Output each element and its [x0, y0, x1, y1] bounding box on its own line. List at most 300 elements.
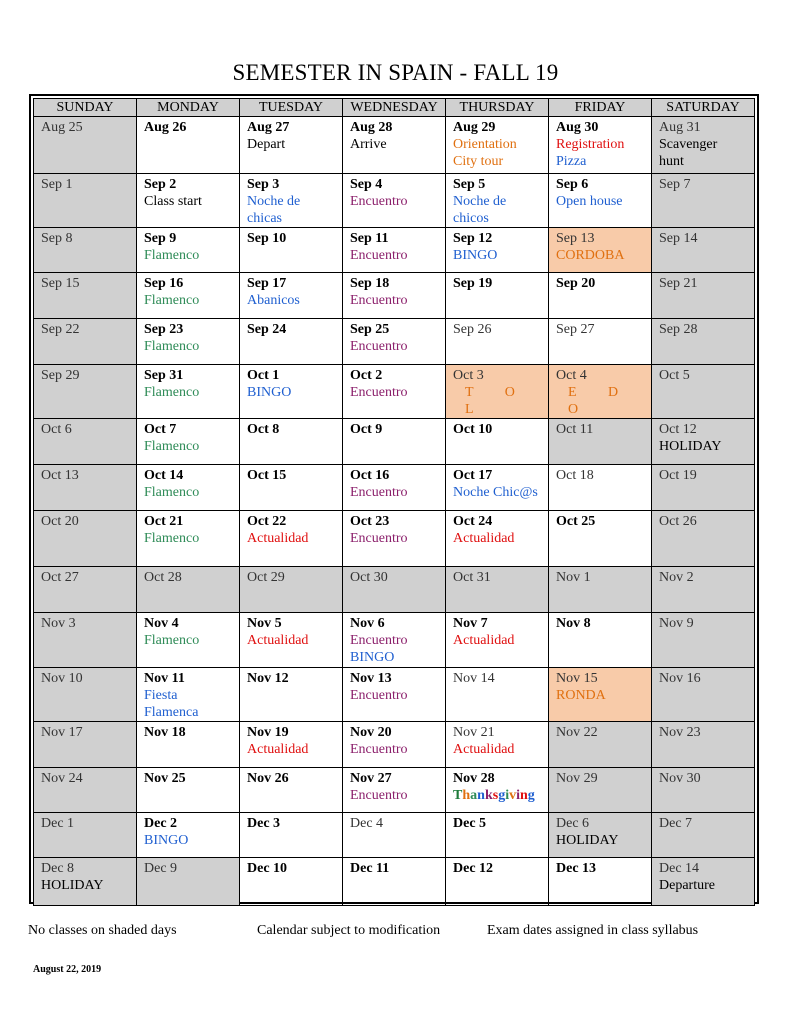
week-row — [34, 722, 755, 768]
day-date: Dec 9 — [144, 861, 178, 876]
day-date: Aug 27 — [247, 120, 290, 135]
day-cell — [34, 174, 137, 228]
day-event: Noche Chic@s — [453, 485, 538, 500]
weekday-header-thursday: THURSDAY — [446, 99, 549, 117]
day-date: Sep 22 — [41, 322, 80, 337]
day-date: Dec 6 — [556, 816, 590, 831]
day-cell — [240, 117, 343, 174]
day-event: Pizza — [556, 154, 587, 169]
day-cell — [240, 511, 343, 567]
day-date: Oct 31 — [453, 570, 491, 585]
calendar-body — [34, 117, 755, 906]
day-date: Sep 16 — [144, 276, 184, 291]
day-cell — [652, 174, 755, 228]
week-row — [34, 365, 755, 419]
day-event: Encuentro — [350, 339, 408, 354]
day-date: Nov 13 — [350, 671, 392, 686]
day-date: Nov 25 — [144, 771, 186, 786]
day-cell — [549, 117, 652, 174]
day-event: Encuentro — [350, 742, 408, 757]
day-cell — [549, 567, 652, 613]
day-date: Nov 9 — [659, 616, 694, 631]
day-date: Nov 18 — [144, 725, 186, 740]
day-event: chicas — [247, 211, 282, 226]
day-cell — [343, 511, 446, 567]
day-cell — [137, 228, 240, 273]
event-letter: g — [498, 788, 506, 803]
day-cell — [137, 465, 240, 511]
day-cell — [34, 228, 137, 273]
day-cell — [549, 511, 652, 567]
day-date: Sep 3 — [247, 177, 280, 192]
day-cell — [137, 567, 240, 613]
day-date: Oct 6 — [41, 422, 72, 437]
weekday-header-monday: MONDAY — [137, 99, 240, 117]
day-cell — [446, 768, 549, 813]
day-cell — [446, 419, 549, 465]
day-date: Oct 12 — [659, 422, 697, 437]
day-event: HOLIDAY — [659, 439, 722, 454]
day-date: Oct 26 — [659, 514, 697, 529]
weekday-header-row — [34, 99, 755, 117]
day-date: Aug 30 — [556, 120, 599, 135]
day-cell — [137, 273, 240, 319]
day-cell — [549, 174, 652, 228]
week-row — [34, 858, 755, 906]
day-date: Nov 10 — [41, 671, 83, 686]
day-date: Nov 16 — [659, 671, 701, 686]
day-cell — [549, 613, 652, 668]
day-event: BINGO — [453, 248, 498, 263]
day-event: Flamenco — [144, 531, 200, 546]
day-cell — [652, 319, 755, 365]
day-event: Flamenco — [144, 439, 200, 454]
day-cell — [137, 319, 240, 365]
day-date: Oct 16 — [350, 468, 390, 483]
day-event: CORDOBA — [556, 248, 625, 263]
day-date: Dec 10 — [247, 861, 288, 876]
day-event: City tour — [453, 154, 504, 169]
day-cell — [34, 465, 137, 511]
day-date: Nov 12 — [247, 671, 289, 686]
day-event: Fiesta — [144, 688, 178, 703]
weekday-header-wednesday: WEDNESDAY — [343, 99, 446, 117]
day-date: Sep 10 — [247, 231, 287, 246]
day-date: Sep 14 — [659, 231, 698, 246]
day-cell — [446, 511, 549, 567]
day-cell — [137, 813, 240, 858]
day-date: Sep 29 — [41, 368, 80, 383]
day-date: Oct 2 — [350, 368, 383, 383]
day-event: Actualidad — [453, 742, 515, 757]
day-date: Nov 15 — [556, 671, 598, 686]
day-event: Open house — [556, 194, 623, 209]
day-cell — [240, 813, 343, 858]
day-event: Abanicos — [247, 293, 300, 308]
day-cell — [446, 722, 549, 768]
day-date: Aug 31 — [659, 120, 701, 135]
week-row — [34, 419, 755, 465]
day-date: Oct 4 — [556, 368, 587, 383]
day-date: Sep 18 — [350, 276, 390, 291]
day-cell — [549, 365, 652, 419]
day-cell — [652, 117, 755, 174]
day-event: E D O — [568, 385, 633, 417]
day-date: Oct 22 — [247, 514, 287, 529]
day-event: BINGO — [350, 650, 395, 665]
event-letter: k — [484, 788, 493, 803]
day-date: Oct 20 — [41, 514, 79, 529]
calendar-table — [33, 98, 755, 906]
day-cell — [446, 613, 549, 668]
footer-note-modification: Calendar subject to modification — [257, 923, 441, 938]
day-event: Orientation — [453, 137, 517, 152]
day-cell — [34, 273, 137, 319]
day-date: Sep 26 — [453, 322, 492, 337]
day-date: Aug 26 — [144, 120, 187, 135]
day-event: RONDA — [556, 688, 606, 703]
day-cell — [343, 465, 446, 511]
week-row — [34, 813, 755, 858]
day-cell — [34, 813, 137, 858]
day-date: Sep 9 — [144, 231, 177, 246]
day-cell — [549, 273, 652, 319]
day-cell — [549, 465, 652, 511]
day-cell — [652, 567, 755, 613]
day-event: Flamenco — [144, 485, 200, 500]
day-cell — [34, 419, 137, 465]
week-row — [34, 174, 755, 228]
day-date: Sep 25 — [350, 322, 390, 337]
day-cell — [240, 365, 343, 419]
week-row — [34, 319, 755, 365]
day-cell — [652, 365, 755, 419]
day-cell — [549, 858, 652, 906]
day-date: Oct 17 — [453, 468, 493, 483]
day-date: Sep 31 — [144, 368, 184, 383]
day-event: Actualidad — [247, 633, 309, 648]
day-event: Encuentro — [350, 788, 408, 803]
day-cell — [34, 117, 137, 174]
day-date: Oct 10 — [453, 422, 493, 437]
day-event-thanksgiving — [453, 787, 542, 804]
day-cell — [34, 722, 137, 768]
day-cell — [240, 228, 343, 273]
day-cell — [652, 813, 755, 858]
day-cell — [137, 722, 240, 768]
day-date: Dec 11 — [350, 861, 390, 876]
day-date: Nov 2 — [659, 570, 694, 585]
day-event: BINGO — [144, 833, 189, 848]
day-cell — [137, 419, 240, 465]
day-cell — [34, 511, 137, 567]
day-event: Noche de — [453, 194, 507, 209]
day-cell — [652, 273, 755, 319]
day-date: Oct 30 — [350, 570, 388, 585]
day-event: Encuentro — [350, 688, 408, 703]
day-date: Oct 23 — [350, 514, 390, 529]
day-event: Noche de — [247, 194, 301, 209]
day-date: Oct 27 — [41, 570, 79, 585]
event-letter: i — [516, 788, 520, 803]
day-event: Scavenger — [659, 137, 718, 152]
event-letter: i — [505, 788, 510, 803]
day-cell — [343, 858, 446, 906]
day-cell — [34, 858, 137, 906]
day-cell — [137, 858, 240, 906]
day-date: Sep 27 — [556, 322, 595, 337]
day-cell — [549, 668, 652, 722]
day-date: Dec 5 — [453, 816, 487, 831]
day-date: Sep 28 — [659, 322, 698, 337]
day-date: Sep 17 — [247, 276, 287, 291]
day-cell — [652, 228, 755, 273]
day-date: Dec 14 — [659, 861, 700, 876]
day-cell — [446, 319, 549, 365]
day-date: Oct 21 — [144, 514, 184, 529]
day-date: Aug 29 — [453, 120, 496, 135]
weekday-header-saturday: SATURDAY — [652, 99, 755, 117]
week-row — [34, 228, 755, 273]
day-event: Encuentro — [350, 293, 408, 308]
day-cell — [343, 319, 446, 365]
event-letter: n — [477, 788, 485, 803]
day-cell — [240, 465, 343, 511]
day-date: Sep 5 — [453, 177, 486, 192]
day-cell — [652, 722, 755, 768]
day-date: Nov 8 — [556, 616, 591, 631]
day-cell — [240, 668, 343, 722]
day-cell — [446, 228, 549, 273]
day-cell — [240, 567, 343, 613]
day-date: Oct 1 — [247, 368, 280, 383]
day-date: Dec 12 — [453, 861, 494, 876]
day-cell — [549, 768, 652, 813]
event-letter: a — [470, 788, 478, 803]
day-date: Dec 13 — [556, 861, 597, 876]
day-cell — [549, 228, 652, 273]
day-cell — [343, 722, 446, 768]
day-cell — [549, 813, 652, 858]
day-date: Dec 4 — [350, 816, 384, 831]
day-cell — [34, 613, 137, 668]
day-date: Sep 2 — [144, 177, 177, 192]
day-date: Oct 8 — [247, 422, 280, 437]
day-date: Sep 13 — [556, 231, 595, 246]
day-cell — [34, 319, 137, 365]
week-row — [34, 465, 755, 511]
day-cell — [343, 567, 446, 613]
week-row — [34, 117, 755, 174]
day-cell — [446, 465, 549, 511]
day-event: Encuentro — [350, 194, 408, 209]
day-date: Sep 11 — [350, 231, 389, 246]
day-event: Flamenco — [144, 248, 200, 263]
day-date: Aug 25 — [41, 120, 83, 135]
event-letter: g — [527, 788, 535, 803]
day-date: Oct 7 — [144, 422, 177, 437]
day-date: Oct 18 — [556, 468, 594, 483]
day-date: Nov 21 — [453, 725, 495, 740]
event-letter: h — [462, 788, 471, 803]
day-cell — [240, 273, 343, 319]
day-cell — [652, 465, 755, 511]
day-date: Nov 3 — [41, 616, 76, 631]
day-cell — [343, 419, 446, 465]
day-cell — [34, 668, 137, 722]
week-row — [34, 567, 755, 613]
day-date: Nov 29 — [556, 771, 598, 786]
day-date: Nov 30 — [659, 771, 701, 786]
day-date: Nov 1 — [556, 570, 591, 585]
day-event: HOLIDAY — [41, 878, 104, 893]
day-date: Oct 5 — [659, 368, 690, 383]
day-event: Flamenco — [144, 385, 200, 400]
day-cell — [137, 668, 240, 722]
day-cell — [343, 768, 446, 813]
day-event: Registration — [556, 137, 625, 152]
day-cell — [549, 419, 652, 465]
day-cell — [137, 511, 240, 567]
day-event: chicos — [453, 211, 489, 226]
day-event: Class start — [144, 194, 202, 209]
day-cell — [652, 768, 755, 813]
day-event: Departure — [659, 878, 715, 893]
day-cell — [240, 722, 343, 768]
day-date: Sep 15 — [41, 276, 80, 291]
day-cell — [446, 567, 549, 613]
day-cell — [343, 174, 446, 228]
day-event: Encuentro — [350, 248, 408, 263]
day-cell — [446, 174, 549, 228]
day-event: Encuentro — [350, 485, 408, 500]
day-cell — [652, 419, 755, 465]
day-event: Actualidad — [453, 633, 515, 648]
day-event: Depart — [247, 137, 286, 152]
day-date: Oct 14 — [144, 468, 184, 483]
day-event: Flamenca — [144, 705, 199, 720]
day-cell — [343, 273, 446, 319]
day-cell — [34, 768, 137, 813]
day-event: Flamenco — [144, 633, 200, 648]
day-cell — [343, 365, 446, 419]
day-date: Sep 23 — [144, 322, 184, 337]
day-cell — [240, 613, 343, 668]
day-cell — [240, 768, 343, 813]
document-date: August 22, 2019 — [33, 964, 102, 975]
day-cell — [549, 722, 652, 768]
day-cell — [652, 613, 755, 668]
weekday-header-sunday: SUNDAY — [34, 99, 137, 117]
day-cell — [34, 365, 137, 419]
day-event: Flamenco — [144, 339, 200, 354]
day-cell — [446, 858, 549, 906]
weekday-header-friday: FRIDAY — [549, 99, 652, 117]
day-date: Nov 11 — [144, 671, 185, 686]
event-letter: n — [519, 788, 528, 803]
day-event: Encuentro — [350, 633, 408, 648]
day-date: Nov 28 — [453, 771, 495, 786]
week-row — [34, 613, 755, 668]
day-date: Nov 26 — [247, 771, 289, 786]
day-date: Sep 20 — [556, 276, 596, 291]
event-letter: s — [492, 788, 499, 803]
day-cell — [446, 273, 549, 319]
day-cell — [549, 319, 652, 365]
day-event: Actualidad — [453, 531, 515, 546]
day-cell — [343, 668, 446, 722]
week-row — [34, 668, 755, 722]
week-row — [34, 511, 755, 567]
day-date: Sep 19 — [453, 276, 493, 291]
day-cell — [446, 668, 549, 722]
day-date: Nov 4 — [144, 616, 179, 631]
day-date: Dec 2 — [144, 816, 178, 831]
day-date: Nov 27 — [350, 771, 392, 786]
weekday-header-tuesday: TUESDAY — [240, 99, 343, 117]
event-letter: T — [453, 788, 463, 803]
day-date: Oct 19 — [659, 468, 697, 483]
day-date: Sep 1 — [41, 177, 73, 192]
day-event: Encuentro — [350, 531, 408, 546]
day-event: Flamenco — [144, 293, 200, 308]
day-date: Sep 24 — [247, 322, 287, 337]
day-date: Sep 4 — [350, 177, 383, 192]
day-cell — [240, 419, 343, 465]
day-date: Nov 24 — [41, 771, 83, 786]
day-date: Oct 15 — [247, 468, 287, 483]
day-date: Oct 29 — [247, 570, 285, 585]
day-event: Arrive — [350, 137, 387, 152]
footer-note-shaded: No classes on shaded days — [28, 923, 177, 938]
day-date: Nov 7 — [453, 616, 488, 631]
day-date: Oct 13 — [41, 468, 79, 483]
day-cell — [240, 174, 343, 228]
day-cell — [137, 365, 240, 419]
day-date: Dec 1 — [41, 816, 75, 831]
day-cell — [343, 228, 446, 273]
day-event: Actualidad — [247, 742, 309, 757]
day-date: Oct 11 — [556, 422, 594, 437]
day-date: Oct 3 — [453, 368, 484, 383]
day-date: Nov 20 — [350, 725, 392, 740]
event-letter: v — [509, 788, 517, 803]
day-cell — [240, 858, 343, 906]
day-date: Dec 8 — [41, 861, 75, 876]
day-cell — [137, 768, 240, 813]
week-row — [34, 768, 755, 813]
day-cell — [137, 174, 240, 228]
footer-note-exams: Exam dates assigned in class syllabus — [487, 923, 699, 938]
day-event: Actualidad — [247, 531, 309, 546]
day-event: Encuentro — [350, 385, 408, 400]
day-cell — [34, 567, 137, 613]
day-date: Nov 19 — [247, 725, 289, 740]
day-date: Dec 3 — [247, 816, 281, 831]
day-date: Dec 7 — [659, 816, 693, 831]
day-date: Oct 25 — [556, 514, 596, 529]
day-cell — [343, 613, 446, 668]
day-date: Aug 28 — [350, 120, 393, 135]
day-cell — [446, 365, 549, 419]
day-date: Sep 21 — [659, 276, 698, 291]
day-date: Nov 22 — [556, 725, 598, 740]
day-event: hunt — [659, 154, 684, 169]
day-cell — [652, 668, 755, 722]
day-event: BINGO — [247, 385, 292, 400]
day-date: Sep 6 — [556, 177, 589, 192]
day-date: Sep 12 — [453, 231, 493, 246]
